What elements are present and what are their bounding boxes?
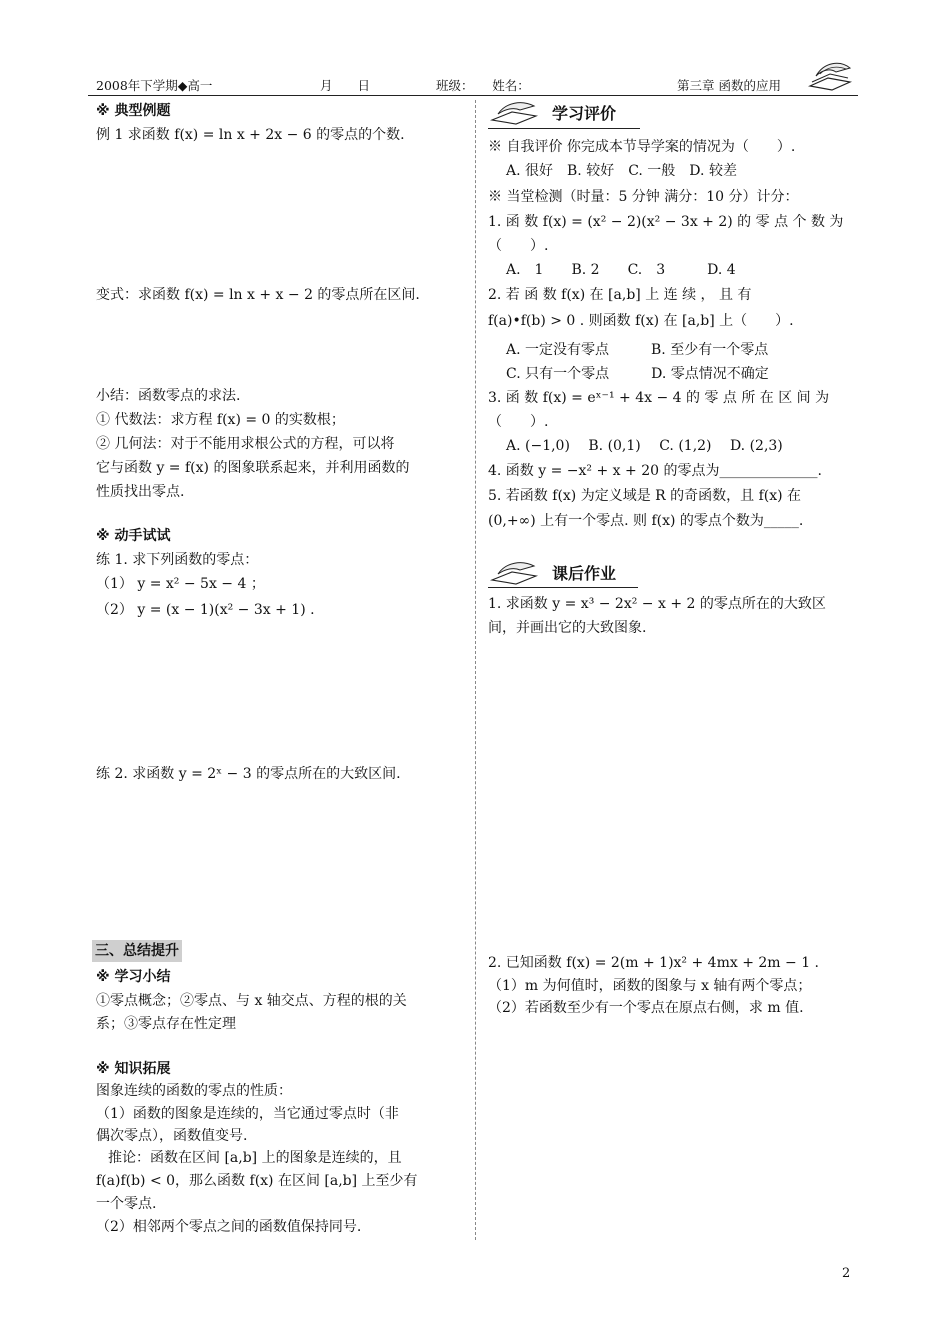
exercise-1: 练 1. 求下列函数的零点： [96, 552, 259, 568]
summary-2c: 性质找出零点. [96, 484, 185, 500]
extend-2a: （1）函数的图象是连续的，当它通过零点时（非 [96, 1106, 399, 1122]
q4: 4. 函数 y = −x² + x + 20 的零点为______________. [488, 463, 822, 479]
q5b: (0,+∞) 上有一个零点. 则 f(x) 的零点个数为_____. [488, 513, 804, 529]
q3-options: A. (−1,0) B. (0,1) C. (1,2) D. (2,3) [506, 438, 783, 454]
extend-3c: 一个零点. [96, 1196, 157, 1212]
extend-3b: f(a)f(b) < 0，那么函数 f(x) 在区间 [a,b] 上至少有 [96, 1173, 418, 1189]
q2-option-1: A. 一定没有零点 B. 至少有一个零点 [506, 342, 769, 358]
homework-title: 课后作业 [552, 564, 617, 583]
eval-title: 学习评价 [552, 104, 617, 123]
header-class-name: 班级： 姓名： [436, 78, 530, 93]
exercise-1-1: （1） y = x² − 5x − 4 ； [96, 576, 265, 592]
extend-2b: 偶次零点），函数值变号. [96, 1128, 248, 1144]
summary-2a: ② 几何法：对于不能用求根公式的方程，可以将 [96, 436, 395, 452]
eval-book-icon [490, 100, 540, 126]
homework-2: 2. 已知函数 f(x) = 2(m + 1)x² + 4mx + 2m − 1 . [488, 955, 820, 971]
header-date: 月 日 [320, 78, 371, 93]
q2a: 2. 若 函 数 f(x) 在 [a,b] 上 连 续 ， 且 有 [488, 287, 752, 303]
extend-4: （2）相邻两个零点之间的函数值保持同号. [96, 1219, 362, 1235]
q1a: 1. 函 数 f(x) = (x² − 2)(x² − 3x + 2) 的 零 点 个 数 为 [488, 214, 844, 230]
header-term: 2008年下学期◆高一 [96, 78, 213, 93]
example-1: 例 1 求函数 f(x) = ln x + 2x − 6 的零点的个数. [96, 127, 405, 143]
examples-title: ※ 典型例题 [96, 103, 171, 119]
extend-title: ※ 知识拓展 [96, 1061, 171, 1077]
summary-1: ① 代数法：求方程 f(x) = 0 的实数根； [96, 412, 345, 428]
q3b: （ ）. [488, 414, 549, 430]
try-title: ※ 动手试试 [96, 528, 171, 544]
book-icon [806, 58, 854, 92]
q3a: 3. 函 数 f(x) = eˣ⁻¹ + 4x − 4 的 零 点 所 在 区 间 为 [488, 390, 830, 406]
extend-1: 图象连续的函数的零点的性质： [96, 1083, 292, 1099]
study-summary-b: 系；③零点存在性定理 [96, 1016, 236, 1032]
homework-1b: 间，并画出它的大致图象. [488, 620, 647, 636]
summary-2b: 它与函数 y = f(x) 的图象联系起来，并利用函数的 [96, 460, 410, 476]
header-chapter: 第三章 函数的应用 [677, 78, 781, 93]
q2-option-2: C. 只有一个零点 D. 零点情况不确定 [506, 366, 769, 382]
homework-book-icon [490, 560, 540, 586]
q1b: （ ）. [488, 238, 549, 254]
page-number: 2 [842, 1266, 851, 1281]
homework-2-2: （2）若函数至少有一个零点在原点右侧，求 m 值. [488, 1000, 804, 1016]
study-summary-title: ※ 学习小结 [96, 969, 171, 985]
homework-title-underline [488, 587, 638, 588]
homework-1a: 1. 求函数 y = x³ − 2x² − x + 2 的零点所在的大致区 [488, 596, 826, 612]
q1-options: A. 1 B. 2 C. 3 D. 4 [506, 262, 736, 278]
q5a: 5. 若函数 f(x) 为定义域是 R 的奇函数，且 f(x) 在 [488, 488, 802, 504]
extend-3a: 推论：函数在区间 [a,b] 上的图象是连续的，且 [108, 1150, 402, 1166]
variant: 变式：求函数 f(x) = ln x + x − 2 的零点所在区间. [96, 287, 420, 303]
column-divider [475, 100, 476, 1240]
exercise-1-2: （2） y = (x − 1)(x² − 3x + 1) . [96, 602, 315, 618]
part3-title: 三、总结提升 [92, 940, 182, 962]
test-title: ※ 当堂检测（时量：5 分钟 满分：10 分）计分： [488, 189, 799, 205]
q2b: f(a)•f(b) > 0 . 则函数 f(x) 在 [a,b] 上（ ）. [488, 313, 794, 329]
self-eval: ※ 自我评价 你完成本节导学案的情况为（ ）. [488, 139, 796, 155]
header-rule [88, 95, 858, 96]
self-eval-options: A. 很好 B. 较好 C. 一般 D. 较差 [506, 163, 737, 179]
study-summary-a: ①零点概念；②零点、与 x 轴交点、方程的根的关 [96, 993, 407, 1009]
eval-title-underline [488, 128, 640, 129]
exercise-2: 练 2. 求函数 y = 2ˣ − 3 的零点所在的大致区间. [96, 766, 401, 782]
homework-2-1: （1）m 为何值时，函数的图象与 x 轴有两个零点； [488, 978, 812, 994]
summary-title: 小结：函数零点的求法. [96, 388, 241, 404]
